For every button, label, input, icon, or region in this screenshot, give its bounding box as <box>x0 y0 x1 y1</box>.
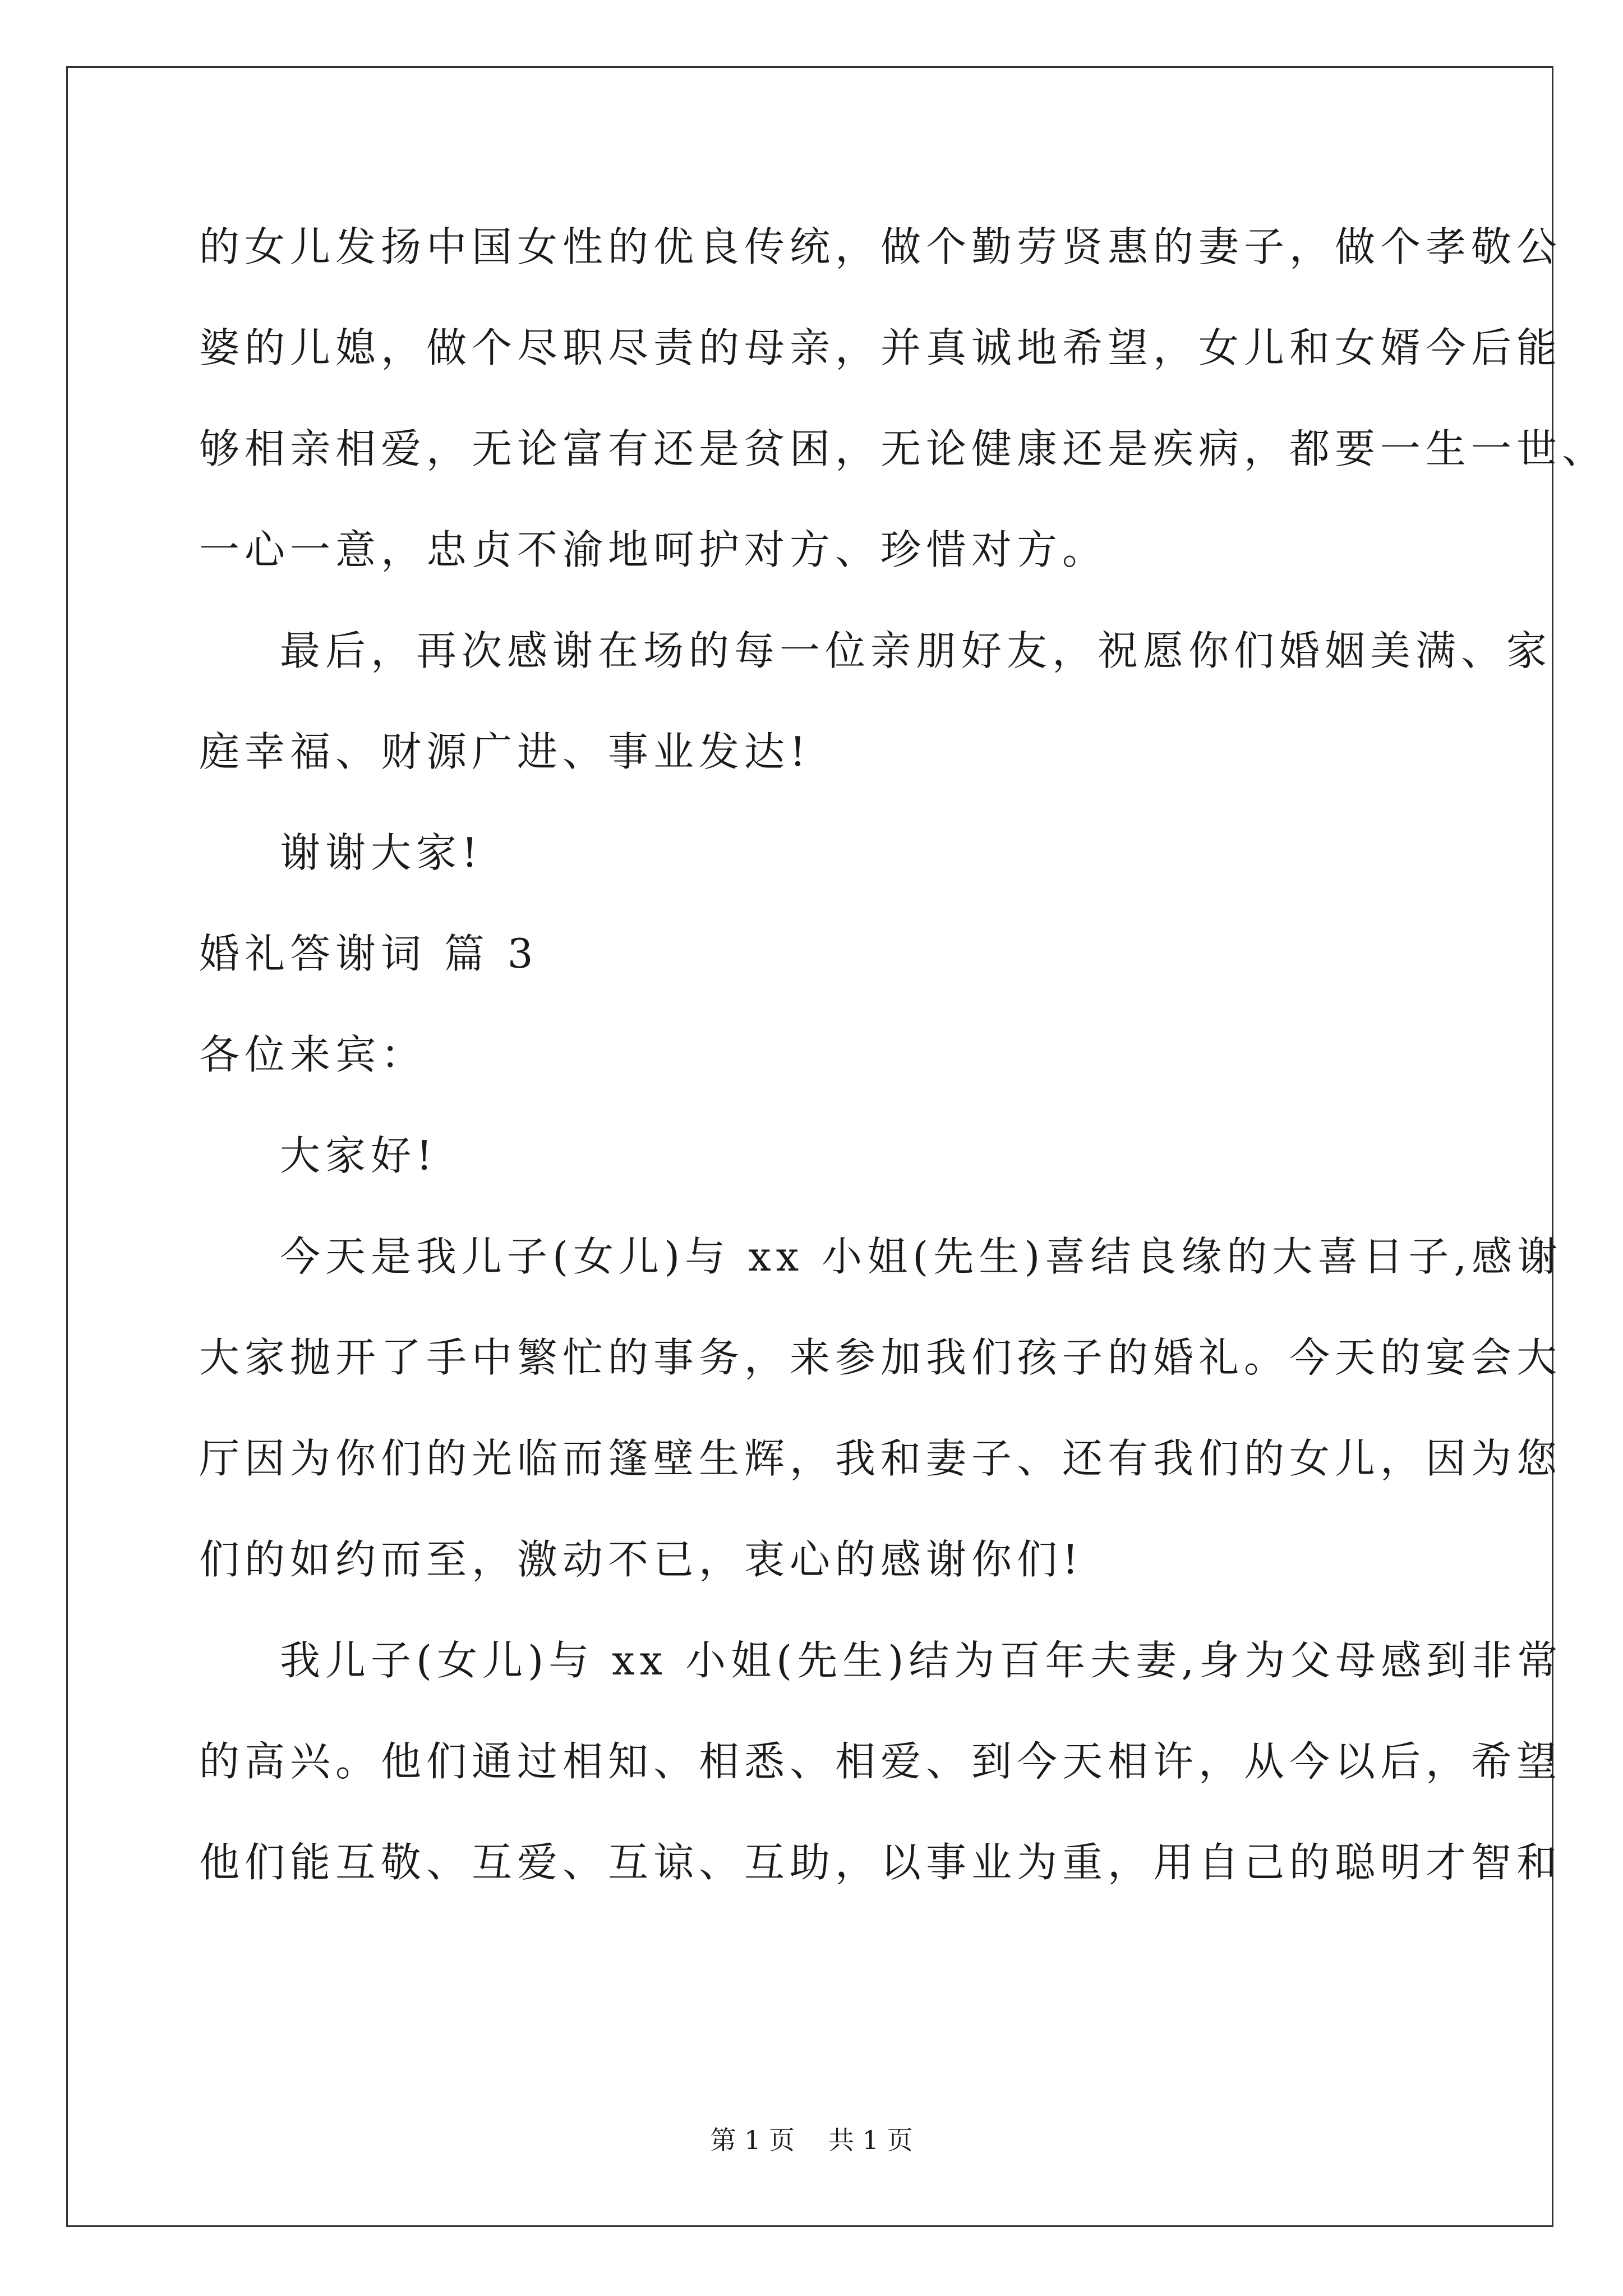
text-line: 的女儿发扬中国女性的优良传统，做个勤劳贤惠的妻子，做个孝敬公 <box>199 223 1562 270</box>
text-line: 的高兴。他们通过相知、相悉、相爱、到今天相许，从今以后，希望 <box>199 1738 1562 1785</box>
thanks-line: 谢谢大家! <box>280 829 483 876</box>
text-line: 一心一意，忠贞不渝地呵护对方、珍惜对方。 <box>199 526 1108 573</box>
section-heading: 婚礼答谢词 篇 3 <box>199 930 538 977</box>
paragraph-start: 今天是我儿子(女儿)与 xx 小姐(先生)喜结良缘的大喜日子,感谢 <box>280 1233 1563 1280</box>
paragraph-start: 我儿子(女儿)与 xx 小姐(先生)结为百年夫妻,身为父母感到非常 <box>280 1637 1563 1684</box>
salutation: 各位来宾： <box>199 1031 427 1078</box>
text-line: 婆的儿媳，做个尽职尽责的母亲，并真诚地希望，女儿和女婿今后能 <box>199 324 1562 371</box>
page-footer <box>0 2123 1623 2157</box>
text-line: 他们能互敬、互爱、互谅、互助，以事业为重，用自己的聪明才智和 <box>199 1839 1562 1886</box>
text-line: 大家抛开了手中繁忙的事务，来参加我们孩子的婚礼。今天的宴会大 <box>199 1334 1562 1381</box>
text-line: 庭幸福、财源广进、事业发达! <box>199 728 811 775</box>
text-line: 够相亲相爱，无论富有还是贫困，无论健康还是疾病，都要一生一世、 <box>199 425 1608 472</box>
text-line: 们的如约而至，激动不已，衷心的感谢你们! <box>199 1536 1083 1583</box>
page-number: 第 1 页 <box>710 2125 795 2155</box>
paragraph-closing: 最后，再次感谢在场的每一位亲朋好友，祝愿你们婚姻美满、家 <box>280 627 1552 674</box>
text-line: 厅因为你们的光临而篷壁生辉，我和妻子、还有我们的女儿，因为您 <box>199 1435 1562 1482</box>
page-count: 共 1 页 <box>828 2125 913 2155</box>
greeting: 大家好! <box>280 1132 437 1179</box>
